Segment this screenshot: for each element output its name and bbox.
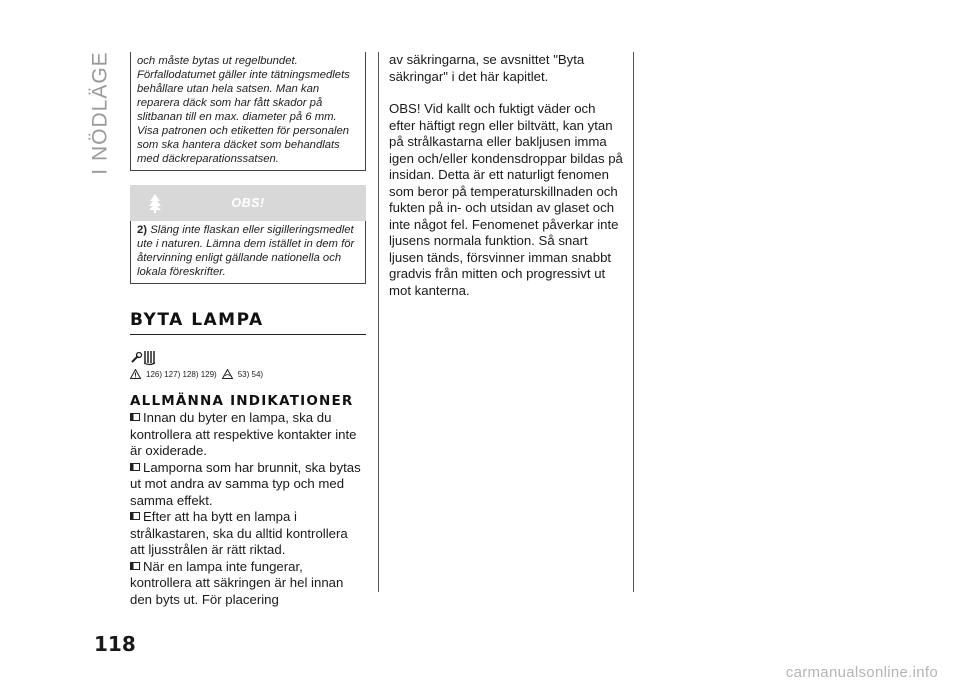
watermark: carmanualsonline.info bbox=[785, 664, 938, 681]
column-divider bbox=[378, 52, 379, 592]
list-item bbox=[130, 559, 366, 609]
obs-number: 2) bbox=[137, 224, 148, 236]
list-item bbox=[130, 460, 366, 510]
page-number: 118 bbox=[94, 632, 136, 656]
bullet-text: Lamporna som har brunnit, ska bytas ut mot andra av samma typ och med samma effekt. bbox=[130, 459, 361, 508]
caution-references: 53) 54) bbox=[237, 369, 264, 379]
bullet-text: Innan du byter en lampa, ska du kontrollera att respektive kontakter inte är oxiderade. bbox=[130, 410, 357, 458]
obs-header bbox=[130, 185, 366, 221]
fuse-reference-paragraph: av säkringarna, se avsnittet "Byta säkringar" i det här kapitlet. bbox=[389, 52, 585, 84]
warning-icon bbox=[130, 369, 141, 379]
wrench-bulb-icon-row bbox=[130, 347, 366, 367]
obs-title: OBS! bbox=[231, 196, 265, 210]
warning-references: 126) 127) 128) 129) bbox=[146, 369, 217, 379]
section-title: BYTA LAMPA bbox=[130, 310, 366, 335]
book-bullet-icon bbox=[130, 463, 140, 471]
wrench-bulb-icon bbox=[130, 348, 162, 366]
sub-title: ALLMÄNNA INDIKATIONER bbox=[130, 393, 354, 409]
chapter-title: I NÖDLÄGE bbox=[89, 50, 112, 175]
left-column bbox=[130, 52, 366, 608]
list-item bbox=[130, 410, 366, 460]
condensation-paragraph: OBS! Vid kallt och fuktigt väder och efter häftigt regn eller biltvätt, kan ytan på strålkastarna eller bakljusen imma igen och/eller kondensdroppar bildas på insidan. Detta är ett naturligt fenomen som beror på temperaturskillnaden och fukten på in- och utsidan av glaset och inte något fel. Fenomenet påverkar inte ljusens normala funktion. Så snart ljusen tänds, försvinner imman snabbt gradvis från mitten och progressivt ut mot kanterna. bbox=[389, 101, 623, 298]
reference-row bbox=[130, 369, 366, 379]
obs-note-box bbox=[130, 221, 366, 284]
obs-note-text: Släng inte flaskan eller sigilleringsmedlet ute i naturen. Lämna dem istället in dem för återvinning enligt gällande nationella och lokala föreskrifter. bbox=[137, 224, 355, 278]
intro-note-text: och måste bytas ut regelbundet. Förfallodatumet gäller inte tätningsmedlets behållare utan hela satsen. Man kan reparera däck som har fått skador på slitbanan till en max. diameter på 6 mm. Visa patronen och etiketten för personalen som ska hantera däcket som behandlats med däckreparationssatsen. bbox=[137, 55, 350, 165]
intro-note-box bbox=[130, 52, 366, 171]
list-item bbox=[130, 509, 366, 559]
bullet-text: Efter att ha bytt en lampa i strålkastaren, ska du alltid kontrollera att ljusstrålen är rätt riktad. bbox=[130, 509, 348, 557]
bullet-text: När en lampa inte fungerar, kontrollera att säkringen är hel innan den byts ut. För placering bbox=[130, 558, 344, 607]
column-divider bbox=[633, 52, 634, 592]
book-bullet-icon bbox=[130, 562, 140, 570]
right-column bbox=[389, 52, 625, 315]
book-bullet-icon bbox=[130, 413, 140, 421]
chapter-side-tab bbox=[86, 50, 116, 175]
book-bullet-icon bbox=[130, 512, 140, 520]
tree-icon bbox=[144, 192, 166, 214]
caution-icon bbox=[222, 369, 233, 379]
bullet-list bbox=[130, 410, 366, 608]
